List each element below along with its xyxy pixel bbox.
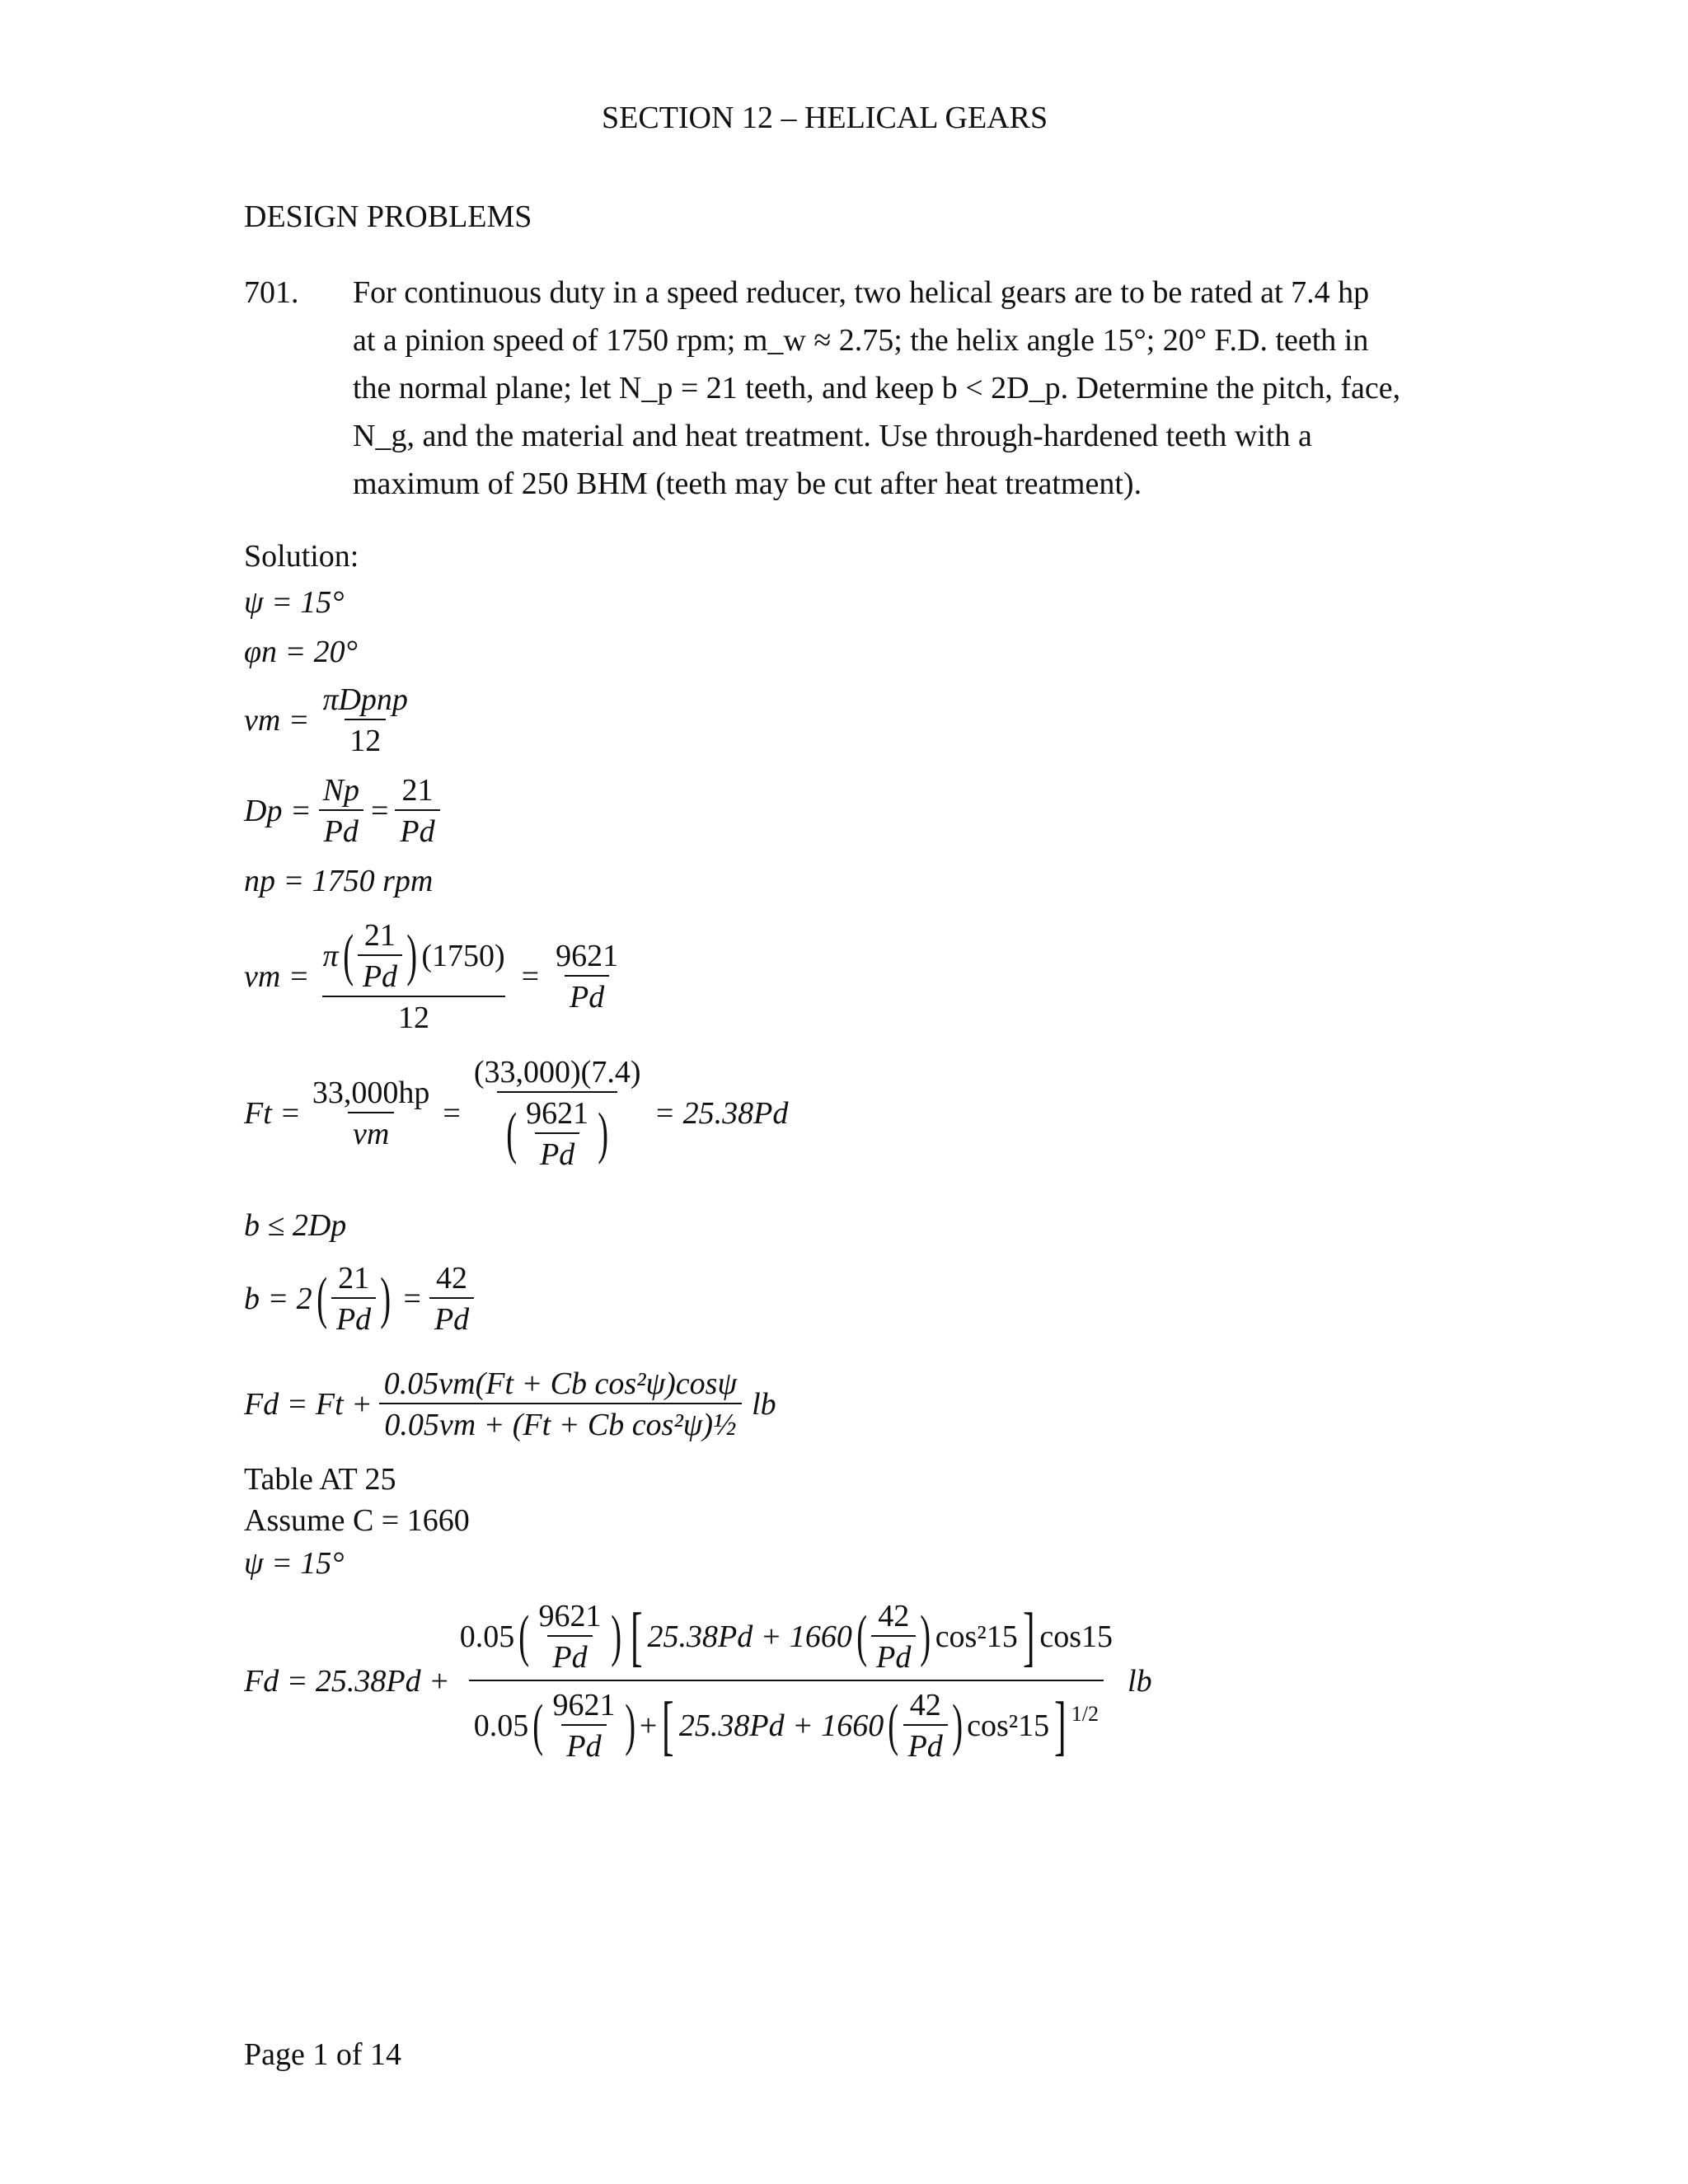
- fd-formula-lhs: Fd = Ft +: [244, 1387, 373, 1422]
- fd-sub-den-cos: cos²15: [967, 1708, 1050, 1743]
- vm-lhs: vm =: [244, 703, 310, 738]
- ft-inner-den: Pd: [535, 1132, 579, 1170]
- page-header-title: SECTION 12 – HELICAL GEARS: [602, 101, 1048, 135]
- vm-calculation: vm = π ( $\frac{21}{Pd}$ ) (1750) 12 = $\frac{9621}{Pd}$: [244, 920, 623, 1033]
- fd-formula-num: 0.05vm(Ft + Cb cos²ψ)cosψ: [383, 1366, 738, 1401]
- fd-sub-den-exp: 1/2: [1071, 1702, 1100, 1726]
- problem-line-2: at a pinion speed of 1750 rpm; m_w ≈ 2.75; the helix angle 15°; 20° F.D. teeth in: [353, 323, 1369, 358]
- np-value: np = 1750 rpm: [244, 864, 434, 898]
- vm-calc-speed: (1750): [421, 939, 505, 973]
- fd-substituted: Fd = 25.38Pd + 0.05 ( $\frac{9621}{Pd}$ ) [ 25.38Pd + 1660 ( $\frac{42}{Pd}$ ) cos²15 ] cos15 0.05 ( $\frac{9621}{Pd}$ ) + [ 25.38Pd + 1660 ( $\frac{42}{Pd}$ ) cos²15 ] 1/2 lb: [244, 1599, 1152, 1764]
- dp-num1: Np: [322, 773, 359, 808]
- vm-definition: [244, 684, 413, 757]
- fd-sub-lhs: Fd = 25.38Pd +: [244, 1664, 450, 1699]
- page-number: Page 1 of 14: [244, 2037, 402, 2072]
- fd-formula-den: 0.05vm + (Ft + Cb cos²ψ)½: [379, 1403, 741, 1441]
- fd-sub-num-frac2-den: Pd: [871, 1635, 916, 1673]
- b-den1: Pd: [331, 1297, 376, 1335]
- ft-num1: 33,000hp: [312, 1076, 430, 1110]
- b-calculation: b = 2 ( $\frac{21}{Pd}$ ) = $\frac{42}{Pd}$: [244, 1263, 474, 1335]
- solution-label: Solution:: [244, 539, 359, 574]
- dp-den1: Pd: [319, 809, 363, 847]
- dp-num2: 21: [401, 773, 434, 808]
- b-inequality: b ≤ 2Dp: [244, 1208, 347, 1243]
- b-num2: 42: [436, 1261, 468, 1296]
- fd-sub-num-term: 25.38Pd + 1660: [647, 1619, 852, 1654]
- psi-value-2: ψ = 15°: [244, 1546, 345, 1581]
- vm-calc-result-num: 9621: [556, 939, 619, 973]
- vm-calc-inner-num: 21: [363, 918, 396, 953]
- ft-lhs: Ft =: [244, 1096, 301, 1131]
- fd-sub-num-cos: cos²15: [935, 1619, 1018, 1654]
- fd-sub-num-frac-num: 9621: [538, 1599, 602, 1633]
- fd-sub-unit: lb: [1128, 1664, 1152, 1699]
- vm-denominator: 12: [345, 719, 386, 757]
- b-num1: 21: [338, 1261, 370, 1296]
- vm-calc-inner-den: Pd: [358, 954, 402, 992]
- problem-line-3: the normal plane; let N_p = 21 teeth, and keep b < 2D_p. Determine the pitch, face,: [353, 371, 1401, 405]
- psi-value: ψ = 15°: [244, 585, 345, 620]
- assume-c: Assume C = 1660: [244, 1503, 470, 1538]
- vm-calc-result-den: Pd: [565, 975, 609, 1013]
- vm-calc-lhs: vm =: [244, 959, 310, 994]
- dp-definition: Dp = $\frac{Np}{Pd}$ = $\frac{21}{Pd}$: [244, 775, 440, 847]
- fd-sub-num-coef: 0.05: [459, 1619, 515, 1654]
- section-heading: DESIGN PROBLEMS: [244, 199, 532, 234]
- vm-numerator: πDpnp: [322, 682, 408, 717]
- ft-result: = 25.38Pd: [654, 1096, 789, 1131]
- dp-den2: Pd: [395, 809, 439, 847]
- problem-line-1: For continuous duty in a speed reducer, two helical gears are to be rated at 7.4 hp: [353, 275, 1370, 310]
- fd-sub-den-coef: 0.05: [473, 1708, 529, 1743]
- fd-sub-den-frac-num: 9621: [552, 1688, 616, 1722]
- ft-inner-num: 9621: [526, 1096, 589, 1131]
- fd-sub-den-frac2-num: 42: [909, 1688, 941, 1722]
- ft-num2: (33,000)(7.4): [473, 1055, 641, 1090]
- fd-sub-num-frac-den: Pd: [547, 1635, 592, 1673]
- fd-formula: [244, 1368, 776, 1441]
- ft-den1: vm: [348, 1112, 394, 1150]
- problem-number: 701.: [244, 275, 299, 310]
- fd-sub-num-cos-out: cos15: [1039, 1619, 1114, 1654]
- b-lhs: b = 2: [244, 1282, 312, 1316]
- b-den2: Pd: [429, 1297, 474, 1335]
- problem-line-5: maximum of 250 BHM (teeth may be cut after heat treatment).: [353, 466, 1142, 501]
- problem-line-4: N_g, and the material and heat treatment. Use through-hardened teeth with a: [353, 419, 1312, 453]
- phi-value: φn = 20°: [244, 635, 358, 669]
- fd-sub-num-frac2-num: 42: [878, 1599, 910, 1633]
- vm-calc-den: 12: [322, 996, 505, 1033]
- fd-sub-den-frac2-den: Pd: [903, 1724, 948, 1762]
- ft-calculation: Ft = $\frac{33,000hp}{vm}$ = (33,000)(7.4) ( $\frac{9621}{Pd}$ ) = 25.38Pd: [244, 1055, 789, 1172]
- fd-sub-den-frac-den: Pd: [561, 1724, 606, 1762]
- problem-statement: [353, 269, 1486, 508]
- table-reference: Table AT 25: [244, 1462, 396, 1497]
- dp-lhs: Dp =: [244, 794, 312, 828]
- fd-sub-den-plus: +: [639, 1708, 658, 1743]
- fd-formula-unit: lb: [752, 1387, 776, 1422]
- fd-sub-den-term: 25.38Pd + 1660: [678, 1708, 884, 1743]
